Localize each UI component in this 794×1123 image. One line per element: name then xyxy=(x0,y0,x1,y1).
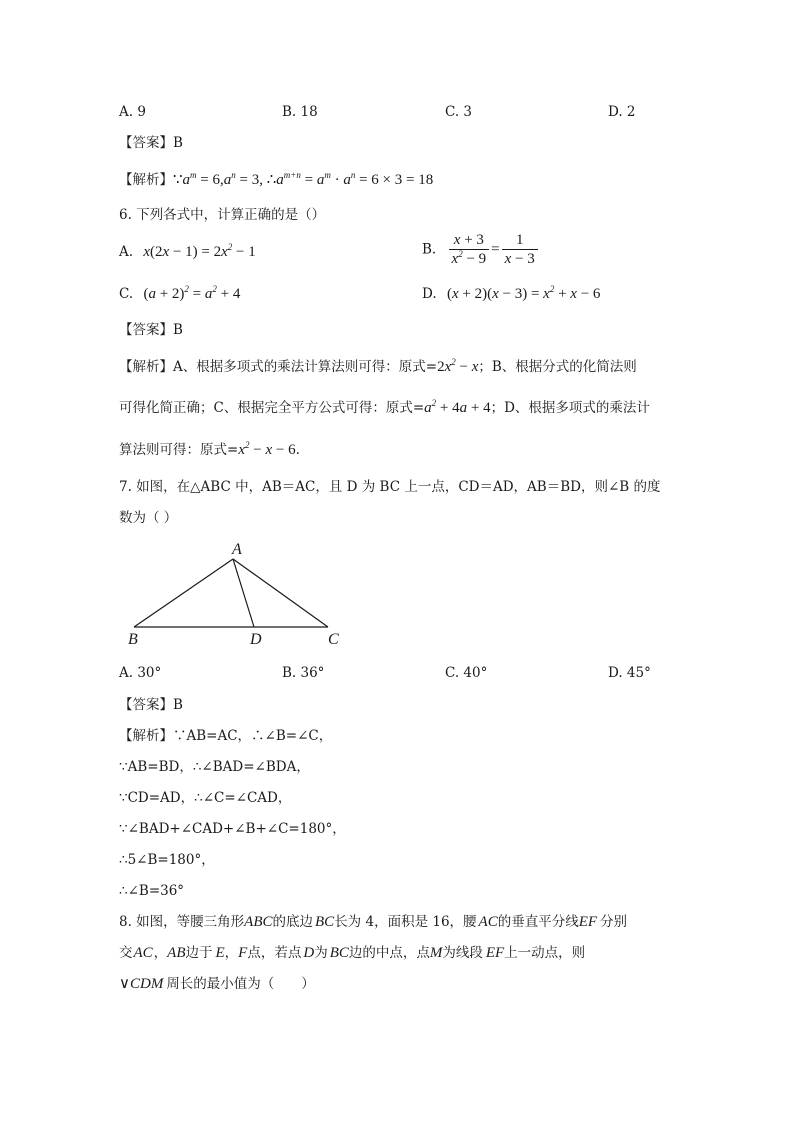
var-m: M xyxy=(429,945,443,961)
q6-option-c-formula: $(a + 2)^2 = a^2 + 4$ xyxy=(143,284,241,302)
segment-ab xyxy=(134,559,233,627)
q7-option-b: B. 36° xyxy=(282,665,325,681)
var-f: F xyxy=(238,945,248,961)
segment-ac xyxy=(233,559,328,627)
q6-analysis-text: 算法则可得：原式= xyxy=(119,442,239,458)
q6-option-d-label: D. xyxy=(422,286,437,302)
q6-analysis-line1 xyxy=(119,358,637,376)
var-ac: AC xyxy=(133,945,153,961)
q5-analysis-label: 【解析】 xyxy=(119,172,173,188)
q6-analysis-formula-c: $a^2 + 4a + 4$ xyxy=(424,398,491,416)
var-ef: EF xyxy=(578,914,598,930)
q6-stem: 6. 下列各式中，计算正确的是（） xyxy=(119,207,326,223)
q7-stem-line1: 7. 如图，在△ABC 中，AB＝AC，且 D 为 BC 上一点，CD＝AD，AB＝BD，则∠B 的度 xyxy=(119,479,661,495)
q7-option-d: D. 45° xyxy=(608,665,651,681)
q6-option-b-frac-right: $\frac{1}{x - 3}$ xyxy=(502,231,538,268)
q5-answer: 【答案】B xyxy=(119,135,183,151)
q8-stem-line2: 交AC，AB边于 E，F点，若点 D为 BC边的中点，点M为线段 EF上一动点，则 xyxy=(119,945,586,961)
q7-answer: 【答案】B xyxy=(119,697,183,713)
q8-stem-line3: ∨CDM 周长的最小值为（ ） xyxy=(119,976,315,992)
q7-analysis-line: 【解析】∵AB=AC，∴∠B=∠C， xyxy=(119,728,333,744)
q6-answer: 【答案】B xyxy=(119,322,183,338)
q7-stem-line2: 数为（ ） xyxy=(119,510,178,526)
q6-option-a xyxy=(119,243,256,261)
q7-analysis-line: ∴∠B=36° xyxy=(119,883,185,899)
q6-option-b: B. $\frac{x + 3}{x^2 - 9}$ = $\frac{1}{x - 3}$ xyxy=(422,231,540,268)
q7-option-c: C. 40° xyxy=(445,665,488,681)
q6-option-b-label: B. xyxy=(422,241,437,258)
q6-analysis-formula-d: $x^2 - x - 6$ xyxy=(238,440,296,458)
q6-option-c xyxy=(119,285,240,303)
q6-analysis-text: ；D、根据多项式的乘法计 xyxy=(490,400,650,416)
q7-analysis-line: ∵∠BAD+∠CAD+∠B+∠C=180°， xyxy=(119,821,346,837)
q6-option-b-frac-left: $\frac{x + 3}{x^2 - 9}$ xyxy=(449,231,490,268)
label-point-d: D xyxy=(250,631,262,648)
q6-analysis-text: A、根据多项式的乘法计算法则可得：原式= xyxy=(173,359,438,375)
label-point-b: B xyxy=(128,631,138,648)
q5-option-d: D. 2 xyxy=(608,104,636,120)
var-ef: EF xyxy=(485,945,505,961)
q6-analysis-formula-a: $2x^2 - x$ xyxy=(437,357,479,375)
q7-analysis-line: ∵CD=AD，∴∠C=∠CAD， xyxy=(119,790,292,806)
var-e: E xyxy=(215,945,225,961)
label-point-c: C xyxy=(328,631,339,648)
q6-analysis-label: 【解析】 xyxy=(119,359,173,375)
var-ac: AC xyxy=(478,914,498,930)
q6-option-d-formula: $(x + 2)(x - 3) = x^2 + x - 6$ xyxy=(446,284,601,302)
q6-option-c-label: C. xyxy=(119,286,134,302)
label-point-a: A xyxy=(232,541,242,558)
var-abc: ABC xyxy=(244,914,273,930)
q6-analysis-line3 xyxy=(119,441,300,459)
q6-analysis-text: 可得化简正确；C、根据完全平方公式可得：原式= xyxy=(119,400,425,416)
q6-analysis-line2 xyxy=(119,399,650,417)
q6-analysis-text: ；B、根据分式的化简法则 xyxy=(478,359,637,375)
q5-option-c: C. 3 xyxy=(445,104,473,120)
q7-analysis-line: ∴5∠B=180°， xyxy=(119,852,215,868)
q6-analysis-text: . xyxy=(295,442,300,458)
q8-stem-line1: 8. 如图，等腰三角形ABC的底边 BC长为 4，面积是 16，腰 AC的垂直平分线EF 分别 xyxy=(119,914,628,930)
q6-option-d xyxy=(422,285,600,303)
var-ab: AB xyxy=(167,945,186,961)
var-bc: BC xyxy=(315,914,335,930)
q6-option-a-label: A. xyxy=(119,244,134,260)
var-d: D xyxy=(303,945,315,961)
q5-analysis xyxy=(119,171,433,189)
q7-triangle-figure xyxy=(120,538,380,648)
q5-option-a: A. 9 xyxy=(119,104,146,120)
var-bc: BC xyxy=(329,945,349,961)
q7-option-a: A. 30° xyxy=(119,665,162,681)
q5-option-b: B. 18 xyxy=(282,104,318,120)
segment-ad xyxy=(233,559,254,627)
q6-option-a-formula: $x(2x - 1) = 2x^2 - 1$ xyxy=(143,242,256,260)
q7-analysis-line: ∵AB=BD，∴∠BAD=∠BDA， xyxy=(119,759,310,775)
var-cdm: ∨CDM xyxy=(119,976,164,992)
q5-analysis-formula: $\because a^m = 6,a^n = 3$, $\therefore a^{m+n} = a^m \cdot a^n = 6 \times 3 = 18$ xyxy=(173,170,434,188)
